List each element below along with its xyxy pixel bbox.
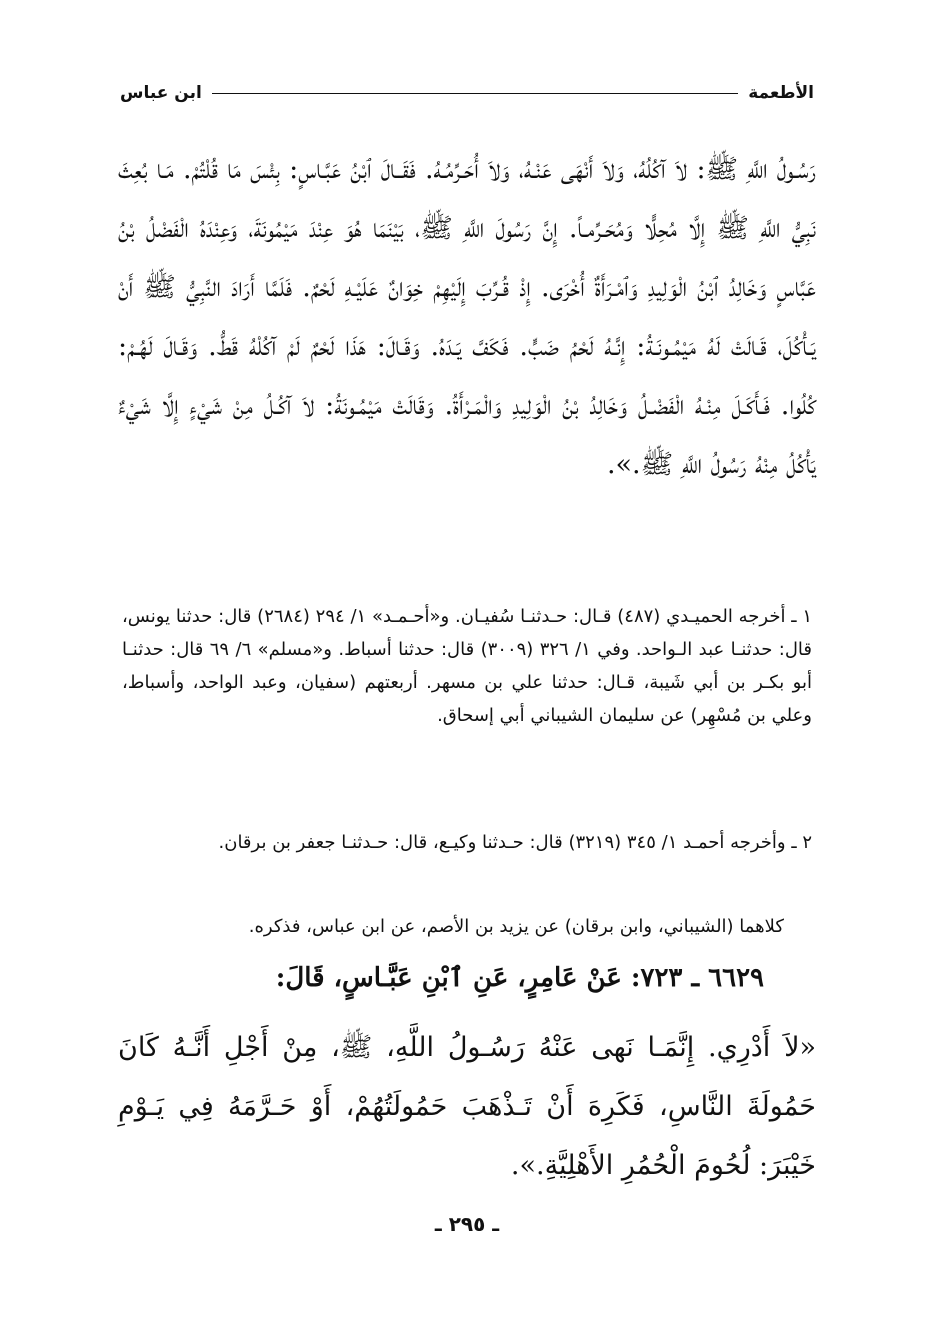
page-number: ـ ٢٩٥ ـ: [434, 1212, 500, 1236]
footnote-3: كلاهما (الشيباني، وابن برقان) عن يزيد بن الأصم، عن ابن عباس، فذكره.: [248, 916, 784, 937]
book-title: ابن عباس: [120, 83, 202, 103]
header-rule: [212, 93, 738, 94]
hadith-continuation: [118, 140, 816, 494]
running-header: [120, 78, 814, 108]
footnote-1: ١ ـ أخرجه الحميـدي (٤٨٧) قـال: حـدثنـا سُفيـان. و«أحـمـد» ١/ ٢٩٤ (٢٦٨٤) قال: حدثنا يونس، قال: حدثنـا عبد الـواحد. وفي ١/ ٣٢٦ (٣٠٠٩) قال: حدثنا أسباط. و«مسلم» ٦/ ٦٩ قال: حدثنـا أبو بكـر بن أبي شَيبة، قـال: حدثنا علي بن مسهر. أربعتهم (سفيان، وعبد الواحد، وأسباط، وعلي بن مُسْهِر) عن سليمان الشيباني أبي إسحاق.: [122, 606, 812, 726]
chapter-title: الأطعمة: [748, 83, 814, 103]
footnote-2: ٢ ـ وأخرجه أحمـد ١/ ٣٤٥ (٣٢١٩) قال: حـدثنا وكيـع، قال: حـدثنـا جعفر بن برقان.: [218, 832, 812, 853]
hadith-heading: ٦٦٢٩ ـ ٧٢٣: عَنْ عَامِرٍ، عَنِ ٱبْنِ عَبَّـاسٍ، قَالَ:: [275, 963, 764, 993]
hadith-body-text: رَسُـولُ اللَّهِ ﷺ: لاَ آكُلُهُ، وَلاَ أَنْهَى عَنْـهُ، وَلاَ أُحَـرِّمُـهُ. فَقَــالَ ٱبْنُ عَبَّـاسٍ: بِئْسَ مَا قُلْتُمْ. مَـا بُعِثَ نَبِيُّ اللَّهِ ﷺ إِلَّا مُحِلًّا وَمُحَـرِّمـاً. إِنَّ رَسُولَ اللَّهِ ﷺ، بَيْنَمَا هُوَ عِنْدَ مَيْمُونَةَ، وَعِنْدَهُ الْفَضْلُ بْنُ عَبَّاسٍ وَخَالِدُ ٱبْنُ الْوَلِيدِ وَٱمْـرَأَةٌ أُخْرَى. إِذْ قُـرِّبَ إِلَيْهِمْ خِوَانٌ عَلَيْـهِ لَحْمٌ. فَلَمَّا أَرَادَ النَّبِيُّ ﷺ أَنْ يَـأْكُلَ، قَـالَتْ لَهُ مَيْمُـونَـةُ: إِنَّـهُ لَحْمُ ضَبٍّ. فَكَفَّ يَـدَهُ. وَقَـالَ: هَذَا لَحْمٌ لَمْ آكُلْهُ قَطُّ. وَقَـالَ لَهُـمْ: كُلُوا. فَـأَكَـلَ مِنْـهُ الْفَضْـلُ وَخَالِدُ بْنُ الْوَلِيدِ وَالْمَـرْأَةُ. وَقَالَتْ مَيْمُـونَةُ: لاَ آكُـلُ مِنْ شَيْءٍ إِلَّا شَيْءٌ يَأْكُلُ مِنْهُ رَسُولُ اللَّهِ ﷺ.».: [118, 154, 816, 480]
hadith-text: «لاَ أَدْرِي. إِنَّمَـا نَهى عَنْهُ رَسُـولُ اللَّهِ، ﷺ، مِنْ أَجْلِ أَنَّـهُ كَانَ حَمُولَةَ النَّاسِ، فَكَرِهَ أَنْ تَـذْهَبَ حَمُولَتُهُمْ، أَوْ حَـرَّمَهُ فِي يَـوْمِ خَيْبَرَ: لُحُومَ الْحُمُرِ الأَهْلِيَّةِ.».: [118, 1032, 816, 1181]
